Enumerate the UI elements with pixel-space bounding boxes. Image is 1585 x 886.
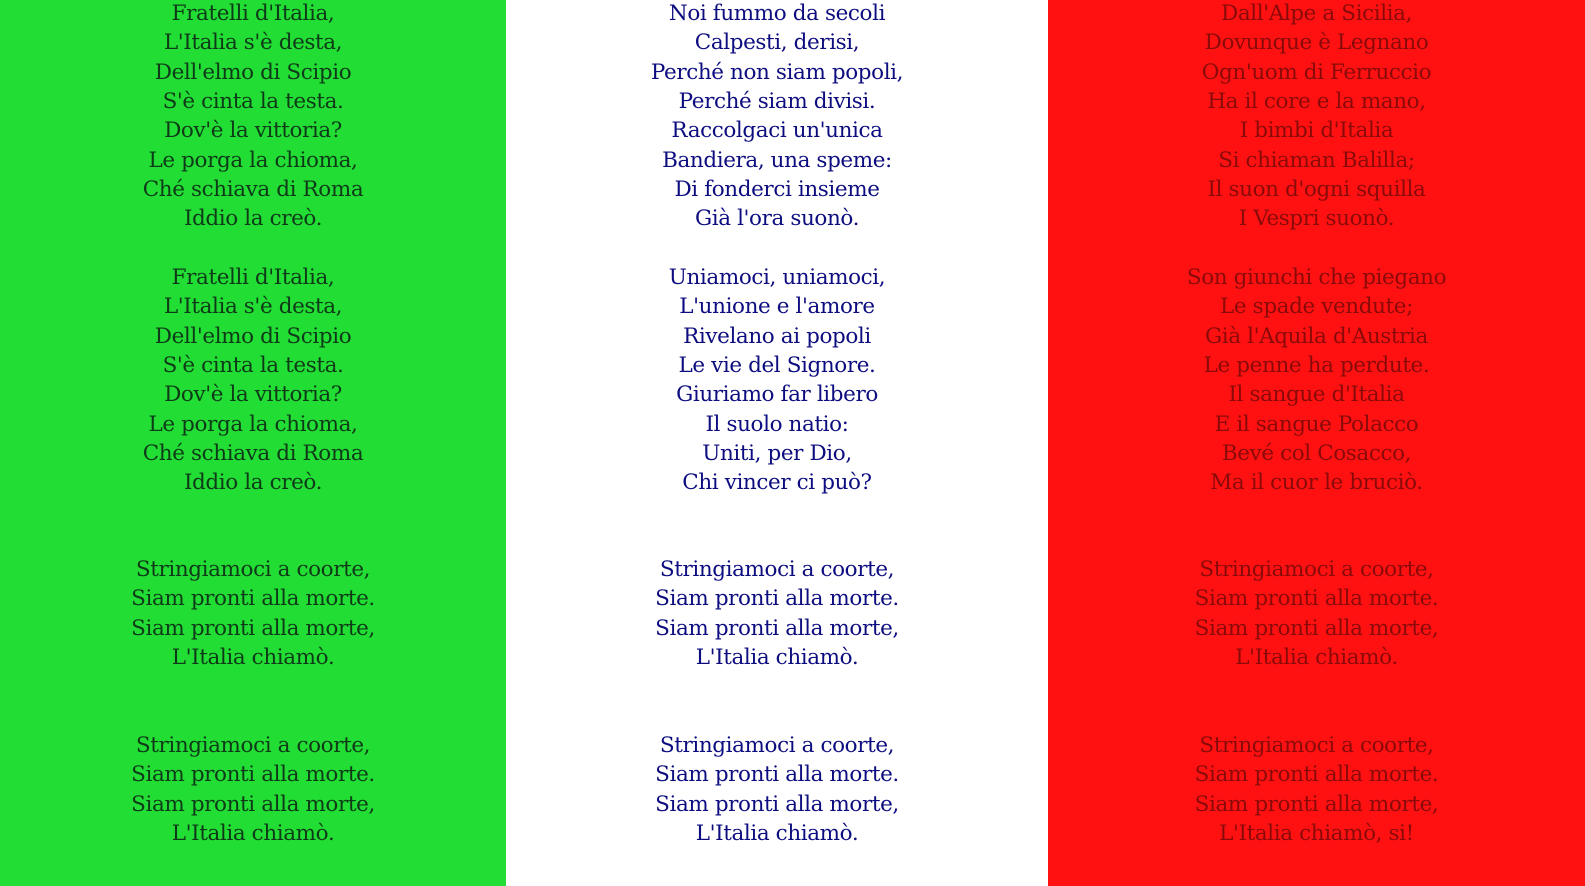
lyric-line: Dell'elmo di Scipio [154,323,352,349]
lyric-line: Il sangue d'Italia [1228,382,1405,408]
lyric-line: Fratelli d'Italia, [171,1,335,26]
lyric-line: Stringiamoci a coorte, [1199,557,1434,582]
lyric-line: L'Italia chiamò. [171,820,335,846]
lyric-line: Dall'Alpe a Sicilia, [1220,1,1413,26]
lyric-line: Perché non siam popoli, [650,59,904,85]
lyric-line: L'Italia chiamò. [695,644,859,670]
lyric-line: L'Italia chiamò, si! [1219,820,1414,846]
lyric-line: Le porga la chioma, [148,147,358,173]
lyric-line: Le vie del Signore. [678,352,876,378]
lyric-line: Fratelli d'Italia, [171,265,335,290]
lyric-line: Ché schiava di Roma [142,176,364,202]
lyric-line: Siam pronti alla morte. [1194,762,1439,788]
lyric-line: Dov'è la vittoria? [164,118,342,144]
lyric-line: Iddio la creò. [183,206,323,232]
lyric-line: Siam pronti alla morte, [131,615,375,641]
lyric-line: Perché siam divisi. [678,88,876,114]
lyric-line: Stringiamoci a coorte, [659,733,895,758]
lyric-line: L'unione e l'amore [679,294,875,320]
lyric-line: I bimbi d'Italia [1239,118,1394,144]
lyric-line: Ha il core e la mano, [1207,88,1426,114]
lyric-line: Siam pronti alla morte. [131,586,375,612]
lyric-line: Ogn'uom di Ferruccio [1201,59,1432,85]
lyric-line: Le penne ha perdute. [1203,352,1430,378]
lyric-line: Di fonderci insieme [674,176,880,202]
lyric-line: Ché schiava di Roma [142,440,364,466]
lyric-line: Giuriamo far libero [676,382,878,408]
lyric-line: Bandiera, una speme: [662,147,892,173]
lyric-line: Siam pronti alla morte. [655,762,899,788]
lyric-line: S'è cinta la testa. [162,352,344,378]
lyric-line: Le spade vendute; [1220,294,1413,320]
lyric-line: Si chiaman Balilla; [1218,147,1415,173]
lyric-line: S'è cinta la testa. [162,88,344,114]
lyric-line: Son giunchi che piegano [1186,265,1447,290]
lyric-line: Dov'è la vittoria? [164,382,342,408]
lyric-line: L'Italia s'è desta, [163,30,343,56]
lyric-line: Iddio la creò. [183,470,323,496]
lyric-line: Rivelano ai popoli [683,323,871,349]
lyric-line: Uniamoci, uniamoci, [668,265,886,290]
lyric-line: Dell'elmo di Scipio [154,59,352,85]
lyric-line: Calpesti, derisi, [694,30,860,56]
lyric-line: L'Italia chiamò. [695,820,859,846]
lyric-line: E il sangue Polacco [1214,411,1419,437]
lyric-line: L'Italia chiamò. [171,644,335,670]
lyric-line: Noi fummo da secoli [668,1,886,26]
lyric-line: Ma il cuor le bruciò. [1210,470,1423,496]
lyric-line: Già l'ora suonò. [694,206,860,232]
lyric-line: Le porga la chioma, [148,411,358,437]
lyric-line: Siam pronti alla morte. [131,762,375,788]
lyric-line: Siam pronti alla morte, [1194,615,1439,641]
lyric-line: Raccolgaci un'unica [671,118,883,144]
lyric-line: Siam pronti alla morte. [1194,586,1439,612]
lyric-line: Il suolo natio: [705,411,849,437]
lyric-line: Stringiamoci a coorte, [659,557,895,582]
lyric-line: L'Italia chiamò. [1235,644,1398,670]
lyric-line: Stringiamoci a coorte, [1199,733,1434,758]
lyric-line: L'Italia s'è desta, [163,294,343,320]
lyric-line: Siam pronti alla morte, [1194,791,1439,817]
lyric-line: Già l'Aquila d'Austria [1205,323,1428,349]
lyric-line: Siam pronti alla morte, [655,615,899,641]
lyrics-column-red [1048,0,1585,886]
lyric-line: Bevé col Cosacco, [1221,440,1412,466]
lyric-line: I Vespri suonò. [1238,206,1395,232]
lyric-line: Uniti, per Dio, [702,440,852,466]
lyric-line: Siam pronti alla morte. [655,586,899,612]
lyric-line: Stringiamoci a coorte, [135,733,371,758]
lyric-line: Il suon d'ogni squilla [1207,176,1426,202]
lyrics-column-white [506,0,1048,886]
lyric-line: Chi vincer ci può? [682,470,872,496]
lyric-line: Dovunque è Legnano [1204,30,1429,56]
lyric-line: Siam pronti alla morte, [131,791,375,817]
lyric-line: Siam pronti alla morte, [655,791,899,817]
lyric-line: Stringiamoci a coorte, [135,557,371,582]
lyrics-column-green [0,0,506,886]
